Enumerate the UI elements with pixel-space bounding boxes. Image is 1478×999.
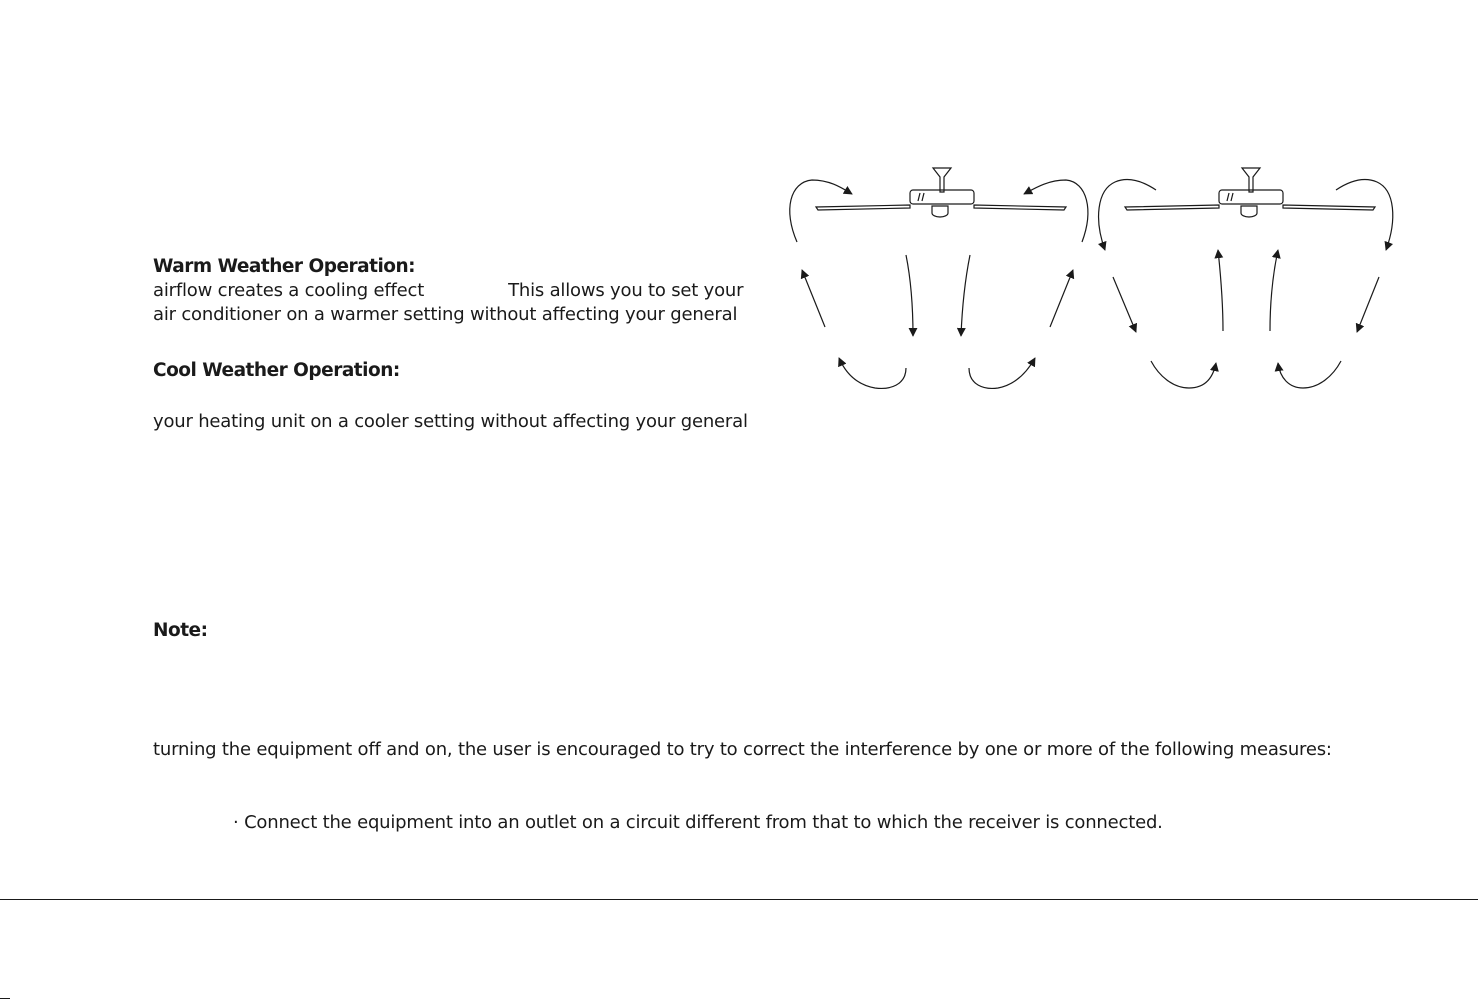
fan-icon [816, 168, 1066, 217]
cool-weather-heading: Cool Weather Operation: [153, 360, 400, 381]
bullet-dot: · [233, 812, 239, 833]
note-line-1: turning the equipment off and on, the user is encouraged to try to correct the interference by one or more of the following measures: [153, 739, 1332, 760]
warm-weather-line-2: air conditioner on a warmer setting without affecting your general [153, 304, 738, 325]
warm-weather-line-1-part-b: This allows you to set your [508, 280, 744, 301]
warm-weather-line-1-part-a: airflow creates a cooling effect [153, 280, 425, 301]
ceiling-fan-airflow-diagram [780, 160, 1410, 400]
bullet-text: Connect the equipment into an outlet on a circuit different from that to which the receiver is connected. [244, 812, 1163, 833]
warm-weather-line-1 [153, 279, 743, 303]
fan-right [1099, 168, 1393, 388]
note-heading: Note: [153, 620, 208, 641]
note-bullet-item [233, 811, 1163, 835]
warm-weather-heading: Warm Weather Operation: [153, 256, 416, 277]
cool-weather-line-1: your heating unit on a cooler setting without affecting your general [153, 411, 748, 432]
fan-icon [1125, 168, 1375, 217]
fan-left [790, 168, 1088, 388]
footer-divider [0, 899, 1478, 900]
